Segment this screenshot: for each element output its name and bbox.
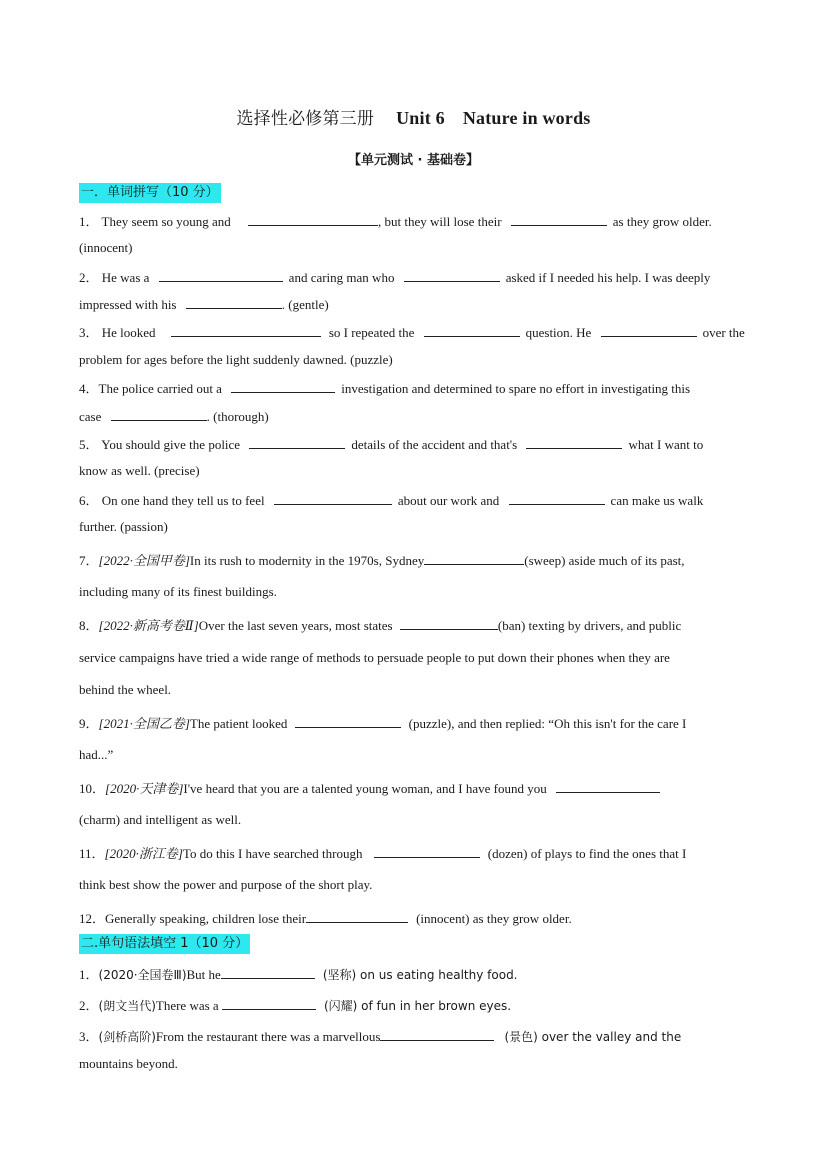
s1-q1-line1: 1． They seem so young and , but they will lose their as they grow older. bbox=[79, 214, 712, 229]
s1-q4-line1: 4．The police carried out a investigation and determined to spare no effort in investigating this bbox=[79, 381, 691, 396]
s1-q2-line2: impressed with his . (gentle) bbox=[79, 297, 329, 312]
section-2-heading: 二.单句语法填空 1（10 分） bbox=[79, 934, 250, 954]
title-book: 选择性必修第三册 bbox=[236, 109, 375, 129]
title-unit: Unit 6 bbox=[396, 108, 445, 128]
answer-blank[interactable] bbox=[400, 617, 498, 630]
s2-q1-line1: 1．(2020·全国卷Ⅲ)But he (坚称) on us eating healthy food. bbox=[79, 967, 518, 982]
s1-q3-line1: 3． He looked so I repeated the question. He over the bbox=[79, 325, 745, 340]
answer-blank[interactable] bbox=[171, 324, 321, 337]
answer-blank[interactable] bbox=[274, 492, 392, 505]
answer-blank[interactable] bbox=[159, 269, 283, 282]
s1-q11-line2: think best show the power and purpose of the short play. bbox=[79, 877, 373, 892]
s1-q6-line1: 6． On one hand they tell us to feel about our work and can make us walk bbox=[79, 493, 704, 508]
s1-q9-line1: 9．[2021·全国乙卷]The patient looked (puzzle), and then replied: “Oh this isn't for the care I bbox=[79, 716, 687, 731]
answer-blank[interactable] bbox=[222, 997, 316, 1010]
answer-blank[interactable] bbox=[556, 780, 660, 793]
answer-blank[interactable] bbox=[249, 436, 345, 449]
s1-q5-line2: know as well. (precise) bbox=[79, 463, 200, 478]
s2-q2-line1: 2．(朗文当代)There was a (闪耀) of fun in her brown eyes. bbox=[79, 998, 512, 1013]
s2-q3-line2: mountains beyond. bbox=[79, 1056, 178, 1071]
answer-blank[interactable] bbox=[231, 380, 335, 393]
answer-blank[interactable] bbox=[380, 1028, 494, 1041]
section-1-heading: 一．单词拼写（10 分） bbox=[79, 183, 221, 203]
answer-blank[interactable] bbox=[424, 324, 520, 337]
answer-blank[interactable] bbox=[374, 845, 480, 858]
s1-q11-line1: 11．[2020·浙江卷]To do this I have searched through (dozen) of plays to find the ones that I bbox=[79, 846, 687, 861]
s1-q9-line2: had...” bbox=[79, 747, 114, 762]
answer-blank[interactable] bbox=[424, 552, 524, 565]
s1-q2-line1: 2． He was a and caring man who asked if I needed his help. I was deeply bbox=[79, 270, 711, 285]
s1-q8-line2: service campaigns have tried a wide range of methods to persuade people to put down their phones when they are bbox=[79, 650, 670, 665]
page-title bbox=[0, 104, 827, 129]
s1-q3-line2: problem for ages before the light suddenly dawned. (puzzle) bbox=[79, 352, 393, 367]
s1-q5-line1: 5． You should give the police details of the accident and that's what I want to bbox=[79, 437, 704, 452]
s1-q12-line1: 12．Generally speaking, children lose their (innocent) as they grow older. bbox=[79, 911, 572, 926]
title-topic: Nature in words bbox=[462, 108, 591, 128]
page-subtitle: 【单元测试 · 基础卷】 bbox=[348, 153, 479, 168]
s2-q3-line1: 3．(剑桥高阶)From the restaurant there was a marvellous (景色) over the valley and the bbox=[79, 1029, 682, 1044]
s1-q10-line1: 10．[2020·天津卷]I've heard that you are a talented young woman, and I have found you bbox=[79, 780, 779, 797]
s1-q7-line2: including many of its finest buildings. bbox=[79, 584, 277, 599]
s1-q8-line1: 8．[2022·新高考卷Ⅱ]Over the last seven years, most states (ban) texting by drivers, and public bbox=[79, 618, 682, 633]
s1-q6-line2: further. (passion) bbox=[79, 519, 168, 534]
answer-blank[interactable] bbox=[601, 324, 697, 337]
s1-q7-line1: 7．[2022·全国甲卷]In its rush to modernity in the 1970s, Sydney (sweep) aside much of its past, bbox=[79, 553, 685, 568]
answer-blank[interactable] bbox=[248, 213, 378, 226]
answer-blank[interactable] bbox=[186, 296, 282, 309]
s1-q8-line3: behind the wheel. bbox=[79, 682, 172, 697]
answer-blank[interactable] bbox=[511, 213, 607, 226]
answer-blank[interactable] bbox=[111, 408, 207, 421]
answer-blank[interactable] bbox=[295, 715, 401, 728]
s1-q10-line2: (charm) and intelligent as well. bbox=[79, 812, 242, 827]
answer-blank[interactable] bbox=[526, 436, 622, 449]
answer-blank[interactable] bbox=[221, 966, 315, 979]
answer-blank[interactable] bbox=[509, 492, 605, 505]
s1-q4-line2: case . (thorough) bbox=[79, 409, 269, 424]
answer-blank[interactable] bbox=[404, 269, 500, 282]
s1-q1-line2: (innocent) bbox=[79, 240, 133, 255]
answer-blank[interactable] bbox=[306, 910, 408, 923]
